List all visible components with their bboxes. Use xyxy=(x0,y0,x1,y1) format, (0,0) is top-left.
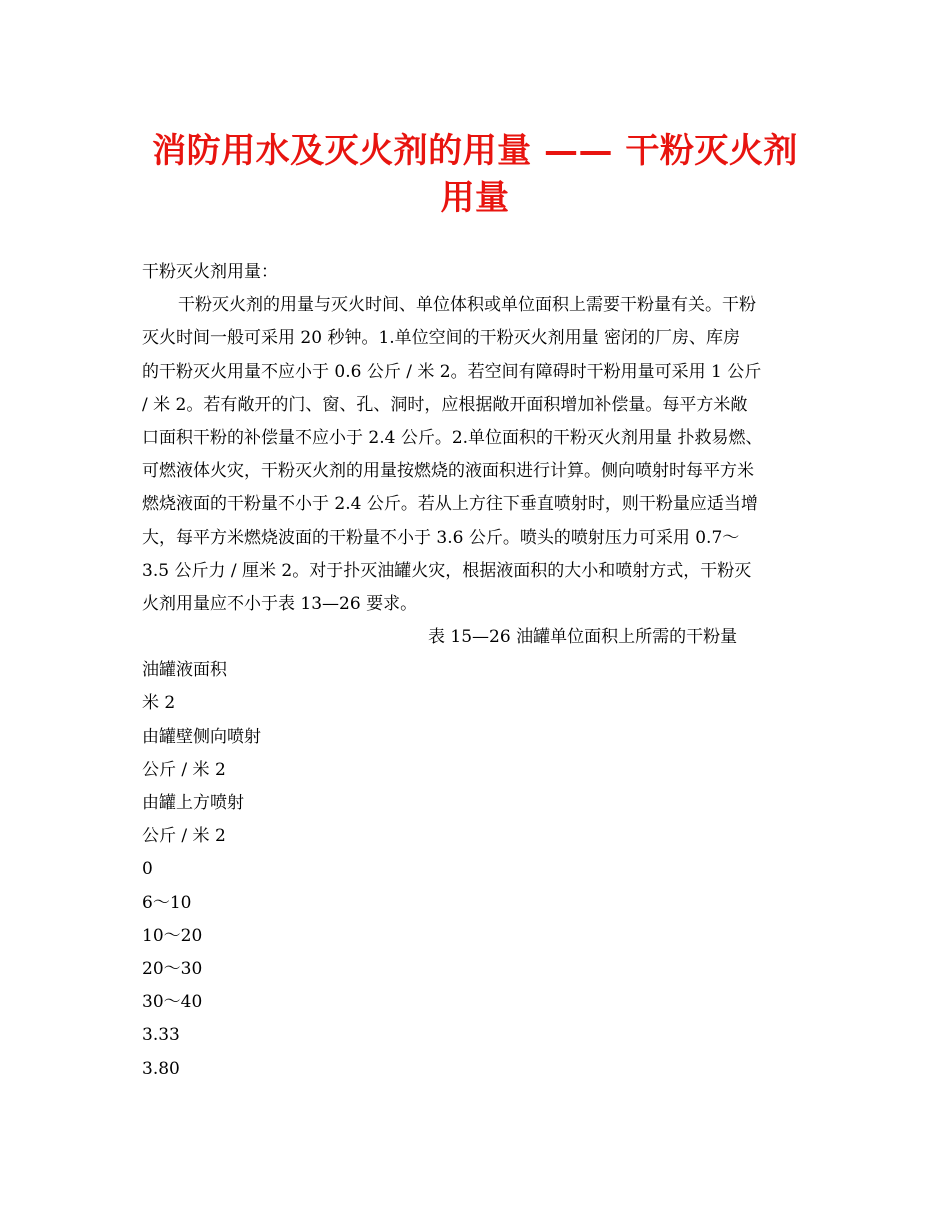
table-caption: 表 15—26 油罐单位面积上所需的干粉量 xyxy=(428,627,738,648)
paragraph-line: 燃烧液面的干粉量不小于 2.4 公斤。若从上方往下垂直喷射时，则干粉量应适当增 xyxy=(142,494,758,515)
table-cell: 3.80 xyxy=(142,1058,180,1079)
table-cell: 6～10 xyxy=(142,892,192,913)
paragraph-line: 灭火时间一般可采用 20 秒钟。1.单位空间的干粉灭火剂用量 密闭的厂房、库房 xyxy=(142,328,741,349)
table-cell: 由罐上方喷射 xyxy=(142,793,244,813)
table-cell: 米 2 xyxy=(142,693,176,714)
document-title xyxy=(100,128,850,222)
table-cell: 0 xyxy=(142,859,153,880)
paragraph-line: / 米 2。若有敞开的门、窗、孔、洞时，应根据敞开面积增加补偿量。每平方米敞 xyxy=(142,394,748,415)
paragraph-line: 3.5 公斤力 / 厘米 2。对于扑灭油罐火灾，根据液面积的大小和喷射方式，干粉灭 xyxy=(142,560,752,581)
paragraph-line: 火剂用量应不小于表 13—26 要求。 xyxy=(142,593,418,614)
document-body xyxy=(142,256,822,1086)
table-cell: 油罐液面积 xyxy=(142,660,227,681)
table-cell: 10～20 xyxy=(142,925,203,946)
table-cell: 公斤 / 米 2 xyxy=(142,826,226,847)
paragraph-line: 可燃液体火灾，干粉灭火剂的用量按燃烧的液面积进行计算。侧向喷射时每平方米 xyxy=(142,461,754,482)
table-cell: 公斤 / 米 2 xyxy=(142,759,226,780)
paragraph-line: 的干粉灭火用量不应小于 0.6 公斤 / 米 2。若空间有障碍时干粉用量可采用 1 公斤 xyxy=(142,361,762,382)
paragraph-line: 口面积干粉的补偿量不应小于 2.4 公斤。2.单位面积的干粉灭火剂用量 扑救易燃、 xyxy=(142,427,763,448)
table-cell: 20～30 xyxy=(142,958,203,979)
paragraph-line: 干粉灭火剂的用量与灭火时间、单位体积或单位面积上需要干粉量有关。干粉 xyxy=(178,295,756,316)
intro-label: 干粉灭火剂用量： xyxy=(142,262,278,282)
table-cell: 由罐壁侧向喷射 xyxy=(142,726,261,747)
table-cell: 30～40 xyxy=(142,992,203,1013)
table-cell: 3.33 xyxy=(142,1025,180,1046)
paragraph-line: 大，每平方米燃烧波面的干粉量不小于 3.6 公斤。喷头的喷射压力可采用 0.7～ xyxy=(142,527,740,548)
title-line-1: 消防用水及灭火剂的用量 —— 干粉灭火剂 xyxy=(152,131,798,171)
title-line-2: 用量 xyxy=(440,178,510,218)
